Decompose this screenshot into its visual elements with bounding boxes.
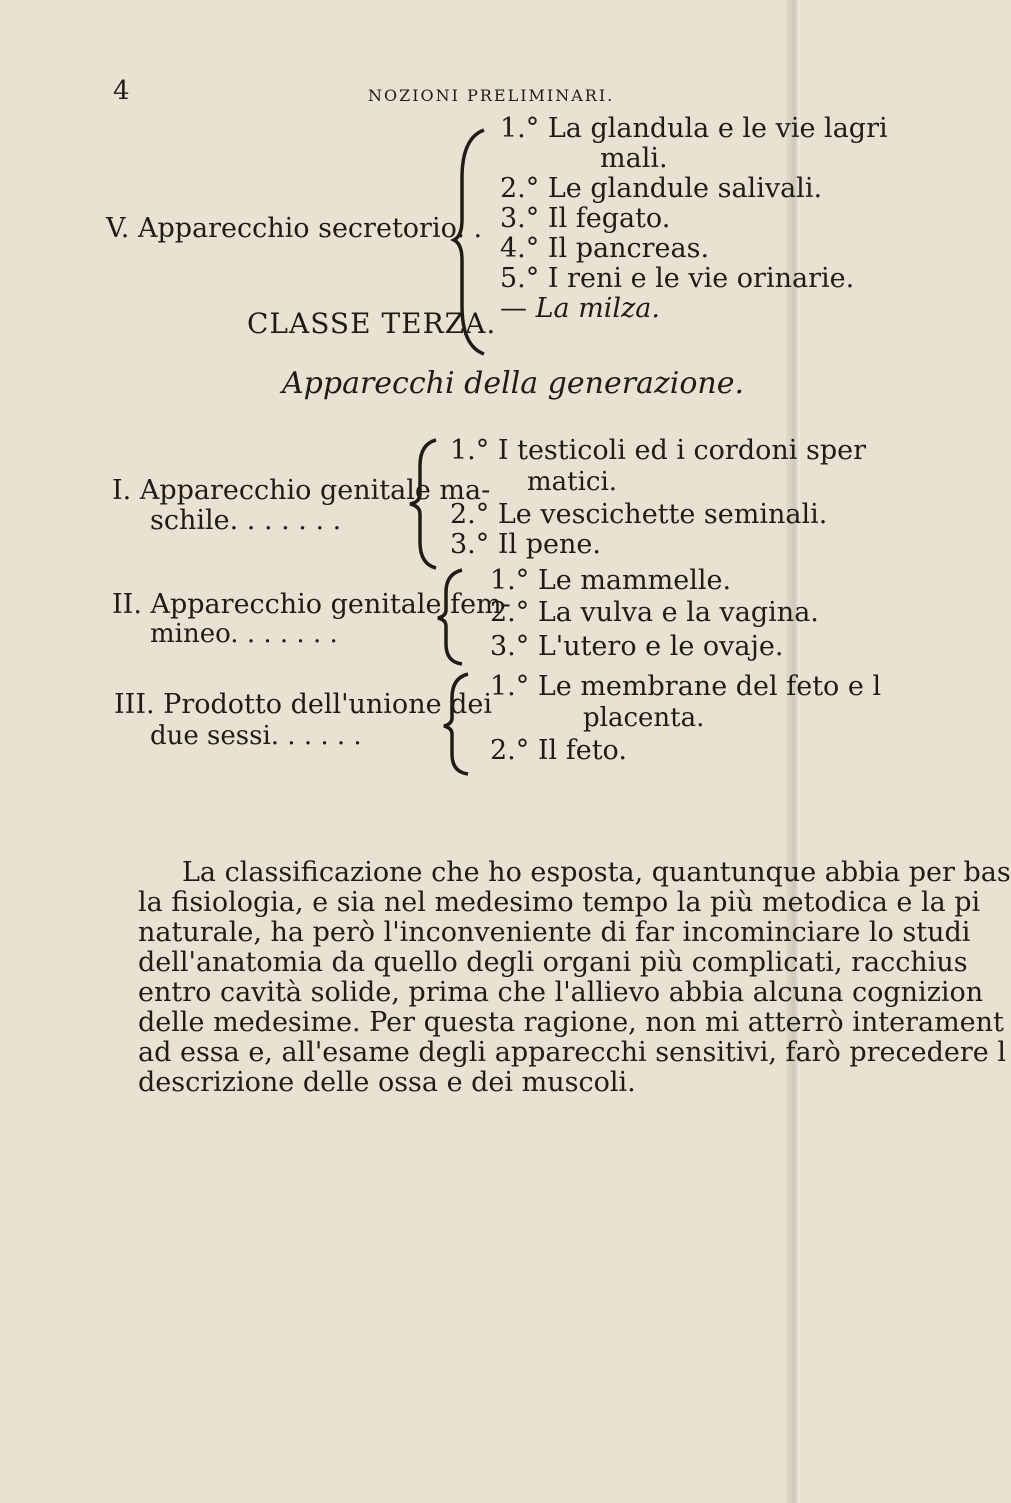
classe-subheading: Apparecchi della generazione. (282, 366, 745, 401)
section-v-label: V. Apparecchio secretorio. . (106, 213, 483, 244)
page-edge (786, 0, 800, 1503)
paragraph-line: La classificazione che ho esposta, quantunque abbia per bas (182, 857, 1011, 888)
group-i-item-2: 2.° Le vescichette seminali. (450, 499, 828, 530)
paragraph-line: entro cavità solide, prima che l'allievo abbia alcuna cognizion (138, 977, 984, 1008)
group-ii-brace (434, 568, 474, 666)
page-number: 4 (113, 76, 130, 106)
group-i-label-2: schile. . . . . . . (150, 505, 342, 536)
group-ii-label-1: II. Apparecchio genitale fem- (112, 589, 511, 620)
classe-heading: CLASSE TERZA. (247, 307, 497, 340)
section-v-item-2: 2.° Le glandule salivali. (500, 173, 823, 204)
group-iii-item-1: 1.° Le membrane del feto e l (490, 671, 882, 702)
paragraph-line: ad essa e, all'esame degli apparecchi sensitivi, farò precedere l (138, 1037, 1006, 1068)
paragraph-line: dell'anatomia da quello degli organi più complicati, racchius (138, 947, 968, 978)
paragraph-line: la fisiologia, e sia nel medesimo tempo la più metodica e la pi (138, 887, 981, 918)
paragraph-line: descrizione delle ossa e dei muscoli. (138, 1067, 636, 1098)
group-i-brace (406, 438, 446, 570)
group-i-item-1: 1.° I testicoli ed i cordoni sper (450, 435, 867, 466)
section-v-item-4: 4.° Il pancreas. (500, 233, 710, 264)
group-ii-item-3: 3.° L'utero e le ovaje. (490, 631, 784, 662)
group-i-item-1-cont: matici. (527, 467, 618, 497)
group-iii-item-1-cont: placenta. (583, 703, 705, 733)
group-iii-item-2: 2.° Il feto. (490, 735, 627, 766)
running-title: NOZIONI PRELIMINARI. (368, 86, 615, 105)
group-i-item-3: 3.° Il pene. (450, 529, 601, 560)
group-iii-label-1: III. Prodotto dell'unione dei (114, 689, 493, 720)
section-v-item-1: 1.° La glandula e le vie lagri (500, 113, 888, 144)
group-ii-label-2: mineo. . . . . . . (150, 619, 338, 649)
group-ii-item-1: 1.° Le mammelle. (490, 565, 732, 596)
paragraph-line: naturale, ha però l'inconveniente di far incominciare lo studi (138, 917, 971, 948)
section-v-item-5: 5.° I reni e le vie orinarie. (500, 263, 855, 294)
group-i-label-1: I. Apparecchio genitale ma- (112, 475, 491, 506)
group-iii-brace (440, 672, 480, 776)
group-ii-item-2: 2.° La vulva e la vagina. (490, 597, 819, 628)
section-v-item-1-cont: mali. (600, 143, 668, 174)
group-iii-label-2: due sessi. . . . . . (150, 721, 362, 751)
section-v-item-3: 3.° Il fegato. (500, 203, 671, 234)
paragraph-line: delle medesime. Per questa ragione, non mi atterrò interament (138, 1007, 1004, 1038)
body-paragraph (138, 857, 1011, 1098)
section-v-item-6: — La milza. (500, 293, 660, 324)
